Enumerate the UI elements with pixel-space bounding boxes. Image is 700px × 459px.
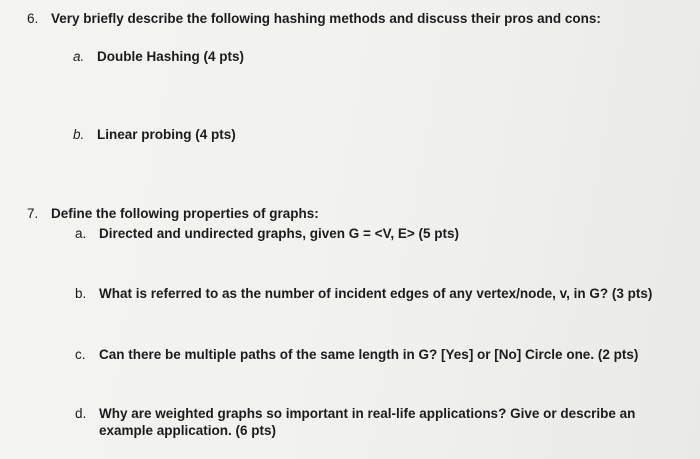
question-6-number: 6. <box>27 11 39 26</box>
question-7d-continuation <box>99 422 276 439</box>
question-7 <box>27 205 319 222</box>
question-7d-marker: d. <box>75 406 87 421</box>
question-7d-text-line2: example application. (6 pts) <box>99 423 277 438</box>
question-7c <box>75 346 638 363</box>
question-6a-marker: a. <box>73 49 85 64</box>
question-7c-text: Can there be multiple paths of the same length in G? [Yes] or [No] Circle one. (2 pts) <box>99 347 639 362</box>
question-6b-marker: b. <box>73 127 85 142</box>
question-7a-text: Directed and undirected graphs, given G = <V, E> (5 pts) <box>99 226 459 241</box>
question-6a-text: Double Hashing (4 pts) <box>97 49 245 64</box>
question-6b-text: Linear probing (4 pts) <box>97 127 236 142</box>
question-7d <box>75 405 635 422</box>
question-7b-marker: b. <box>75 286 87 301</box>
question-7-number: 7. <box>27 206 39 221</box>
question-7b-text: What is referred to as the number of incident edges of any vertex/node, v, in G? (3 pts) <box>99 286 653 301</box>
question-7a-marker: a. <box>75 226 87 241</box>
question-7b <box>75 285 652 302</box>
question-7c-marker: c. <box>75 347 86 362</box>
question-7d-text-line1: Why are weighted graphs so important in real-life applications? Give or describe an <box>99 406 636 421</box>
question-7-text: Define the following properties of graphs: <box>51 206 319 221</box>
question-6-text: Very briefly describe the following hashing methods and discuss their pros and cons: <box>51 11 601 26</box>
question-6a <box>73 48 244 65</box>
question-6 <box>27 10 601 27</box>
question-7a <box>75 225 459 242</box>
question-6b <box>73 126 236 143</box>
